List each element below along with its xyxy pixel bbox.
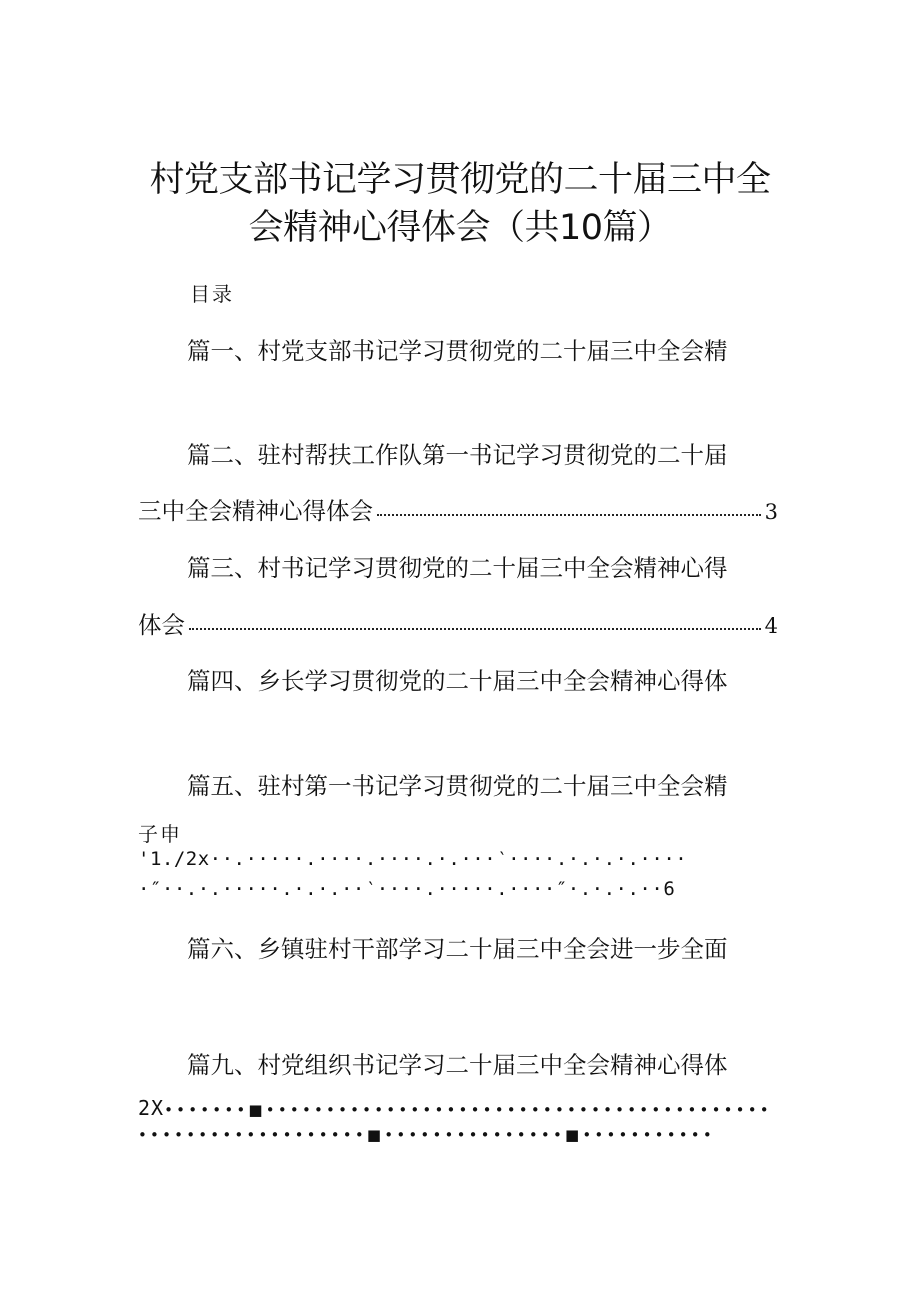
toc-label: 目录 (190, 282, 234, 306)
dot-leader (189, 628, 761, 630)
garbled-text-line-1: 子申 (138, 822, 182, 846)
toc-entry-2-continuation[interactable] (138, 492, 778, 526)
dot-leader (377, 514, 761, 516)
toc-entry-1[interactable]: 篇一、村党支部书记学习贯彻党的二十届三中全会精 (187, 337, 728, 365)
document-title-line-2: 会精神心得体会（共10篇） (248, 208, 672, 248)
toc-entry-2-cont-text: 三中全会精神心得体会 (138, 497, 373, 525)
document-title-line-1: 村党支部书记学习贯彻党的二十届三中全 (149, 160, 771, 200)
toc-entry-3-continuation[interactable] (138, 606, 778, 640)
garbled-text-line-2: '1./2x··.·····.····.····.·.···‵····.·.·.·.···· (138, 848, 688, 870)
toc-entry-9[interactable]: 篇九、村党组织书记学习二十届三中全会精神心得体 (187, 1051, 728, 1079)
toc-entry-3[interactable]: 篇三、村书记学习贯彻党的二十届三中全会精神心得 (187, 554, 728, 582)
toc-entry-3-cont-text: 体会 (138, 611, 185, 639)
garbled-text-line-3: ·″··.·.·····.·.·.··‵····.·····.····″·.·.·.··6 (138, 878, 676, 900)
dot-leader-row-2 (138, 1126, 778, 1144)
toc-entry-5[interactable]: 篇五、驻村第一书记学习贯彻党的二十届三中全会精 (187, 772, 728, 800)
dot-row-prefix: 2X (138, 1096, 165, 1120)
dot-row-2-dots: •••••••••••••••••••■•••••••••••••••■••••••••••• (138, 1126, 715, 1144)
dot-leader-row-1 (138, 1096, 778, 1120)
toc-entry-3-page-number: 4 (764, 614, 778, 638)
toc-entry-6[interactable]: 篇六、乡镇驻村干部学习二十届三中全会进一步全面 (187, 935, 728, 963)
toc-entry-2-page-number: 3 (764, 500, 778, 524)
dot-row-1-dots: •••••••■•••••••••••••••••••••••••••••••••••••••••• (164, 1101, 772, 1119)
toc-entry-4[interactable]: 篇四、乡长学习贯彻党的二十届三中全会精神心得体 (187, 667, 728, 695)
toc-entry-2[interactable]: 篇二、驻村帮扶工作队第一书记学习贯彻党的二十届 (187, 441, 728, 469)
